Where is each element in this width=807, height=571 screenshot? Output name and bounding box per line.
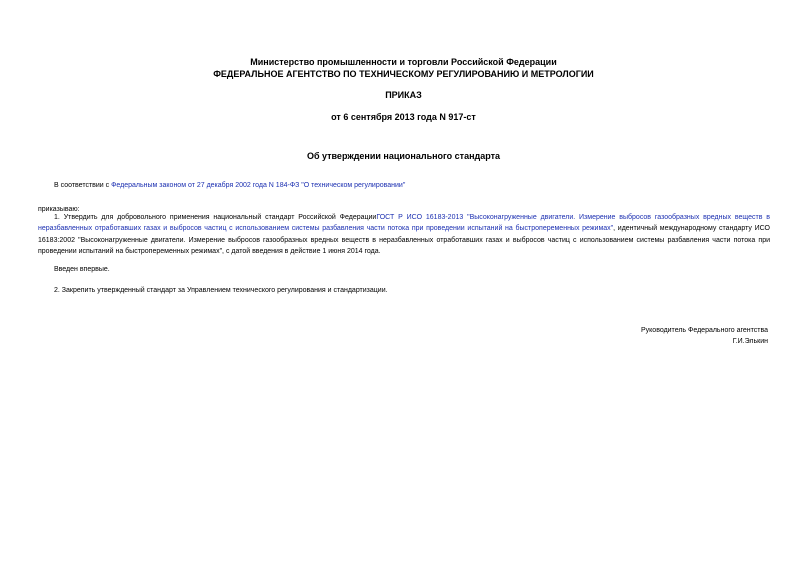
federal-law-link[interactable]: Федеральным законом от 27 декабря 2002 года N 184-ФЗ "О техническом регулировании" <box>111 182 406 189</box>
item-2-paragraph: 2. Закрепить утвержденный стандарт за Управлением технического регулирования и стандартизации. <box>54 287 388 294</box>
item-1-prefix: 1. Утвердить для добровольного применения национальный стандарт Российской Федерации <box>54 214 377 221</box>
standard-link[interactable]: ГОСТ Р ИСО 16183-2013 "Высоконагруженные двигатели. Измерение выбросов газообразных вредных веществ в неразбавленных отработавших газах и выбросов частиц с использованием системы разбавления части потока при проведении испытаний на быстропеременных режимах" <box>38 214 770 233</box>
document-header <box>0 56 807 80</box>
order-word: приказываю: <box>38 206 80 213</box>
ministry-name: Министерство промышленности и торговли Российской Федерации <box>250 57 557 67</box>
preamble <box>54 180 405 191</box>
agency-name: ФЕДЕРАЛЬНОЕ АГЕНТСТВО ПО ТЕХНИЧЕСКОМУ РЕГУЛИРОВАНИЮ И МЕТРОЛОГИИ <box>213 69 594 79</box>
document-type: ПРИКАЗ <box>385 90 422 100</box>
preamble-prefix: В соответствии с <box>54 182 112 189</box>
item-1-paragraph <box>38 212 770 257</box>
document-title: Об утверждении национального стандарта <box>306 151 501 161</box>
item-1-suffix: , идентичный международному стандарту ИСО 16183:2002 "Высоконагруженные двигатели. Измерение выбросов газообразных вредных веществ в неразбавленных отработавших газах и выбросов частиц с использованием системы разбавления части потока при проведении испытаний на быстропеременных режимах", с датой введения в действие 1 июня 2014 года. <box>38 225 770 255</box>
introduced-note: Введен впервые. <box>54 266 110 273</box>
signature-position: Руководитель Федерального агентства <box>640 327 768 334</box>
signature-name: Г.И.Элькин <box>732 338 768 345</box>
document-date-number: от 6 сентября 2013 года N 917-ст <box>331 112 476 122</box>
